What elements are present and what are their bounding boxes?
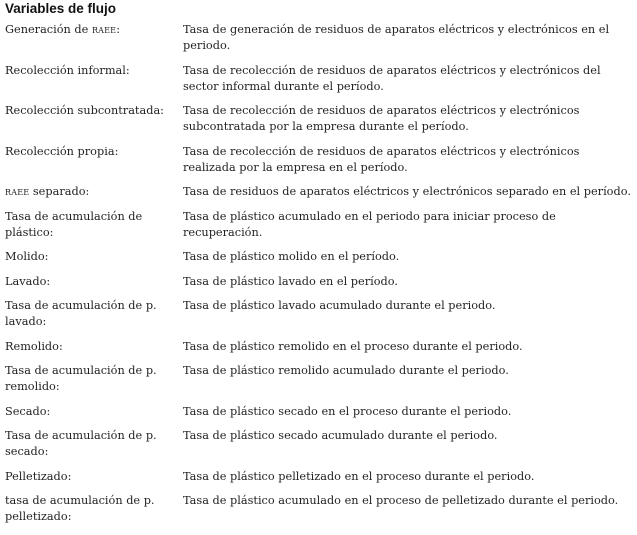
variable-definition: Tasa de plástico remolido en el proceso durante el periodo. — [183, 339, 523, 353]
variable-definition: Tasa de generación de residuos de aparatos eléctricos y electrónicos en el periodo. — [183, 23, 610, 53]
term-text: Lavado: — [5, 274, 51, 288]
variable-term — [5, 209, 183, 241]
definition-row — [5, 469, 633, 485]
term-suffix: : — [116, 23, 121, 36]
variable-definition: Tasa de plástico acumulado en el proceso de pelletizado durante el periodo. — [183, 494, 619, 508]
term-text: Remolido: — [5, 339, 63, 353]
document — [5, 0, 633, 534]
variable-definition: Tasa de residuos de aparatos eléctricos y electrónicos separado en el período. — [183, 185, 631, 199]
term-text: Pelletizado: — [5, 469, 72, 483]
definition-row — [5, 404, 633, 420]
term-text: Recolección informal: — [5, 63, 130, 77]
variable-definition: Tasa de plástico lavado en el período. — [183, 274, 398, 288]
definition-row — [5, 184, 633, 200]
definition-row — [5, 22, 633, 54]
variable-term — [5, 339, 183, 355]
term-suffix: separado: — [29, 185, 90, 199]
term-text: Recolección propia: — [5, 144, 119, 158]
variable-term — [5, 404, 183, 420]
definition-row — [5, 144, 633, 176]
term-text: Tasa de acumulación de p. secado: — [5, 429, 157, 459]
definition-row — [5, 274, 633, 290]
definition-row — [5, 493, 633, 525]
variable-term — [5, 103, 183, 135]
definition-row — [5, 209, 633, 241]
variable-term — [5, 363, 183, 395]
variable-term — [5, 428, 183, 460]
term-text: Tasa de acumulación de plástico: — [5, 209, 143, 239]
variable-term — [5, 274, 183, 290]
variable-definition: Tasa de plástico pelletizado en el proceso durante el periodo. — [183, 469, 535, 483]
term-text: Generación de — [5, 23, 92, 36]
term-text: Secado: — [5, 404, 51, 418]
variable-term — [5, 493, 183, 525]
variable-definition: Tasa de plástico molido en el período. — [183, 250, 400, 264]
term-text: Tasa de acumulación de p. lavado: — [5, 299, 157, 329]
definition-row — [5, 339, 633, 355]
variable-definition: Tasa de plástico secado en el proceso durante el periodo. — [183, 404, 512, 418]
definition-row — [5, 298, 633, 330]
variable-definition: Tasa de plástico secado acumulado durante el periodo. — [183, 429, 498, 443]
variable-term — [5, 22, 183, 54]
variable-definition: Tasa de recolección de residuos de aparatos eléctricos y electrónicos realizada por la empresa en el período. — [183, 144, 580, 174]
variable-definition: Tasa de plástico acumulado en el periodo para iniciar proceso de recuperación. — [183, 209, 556, 239]
term-acronym: raee — [91, 23, 117, 36]
section-title: Variables de flujo — [5, 1, 117, 16]
definition-row — [5, 363, 633, 395]
variable-term — [5, 469, 183, 485]
variable-term — [5, 63, 183, 95]
variable-definition: Tasa de recolección de residuos de aparatos eléctricos y electrónicos subcontratada por la empresa durante el período. — [183, 104, 580, 134]
definition-row — [5, 249, 633, 265]
definition-list — [5, 22, 633, 526]
term-text: Recolección subcontratada: — [5, 104, 164, 118]
variable-definition: Tasa de recolección de residuos de aparatos eléctricos y electrónicos del sector informal durante el período. — [183, 63, 601, 93]
definition-row — [5, 428, 633, 460]
variable-term — [5, 249, 183, 265]
variable-term — [5, 298, 183, 330]
variable-term — [5, 184, 183, 200]
term-acronym: raee — [5, 185, 30, 199]
definition-row — [5, 103, 633, 135]
definition-row — [5, 63, 633, 95]
variable-definition: Tasa de plástico lavado acumulado durante el periodo. — [183, 299, 496, 313]
term-text: Tasa de acumulación de p. remolido: — [5, 364, 157, 394]
variable-definition: Tasa de plástico remolido acumulado durante el periodo. — [183, 364, 509, 378]
term-text: tasa de acumulación de p. pelletizado: — [5, 494, 155, 524]
term-text: Molido: — [5, 250, 49, 264]
variable-term — [5, 144, 183, 176]
